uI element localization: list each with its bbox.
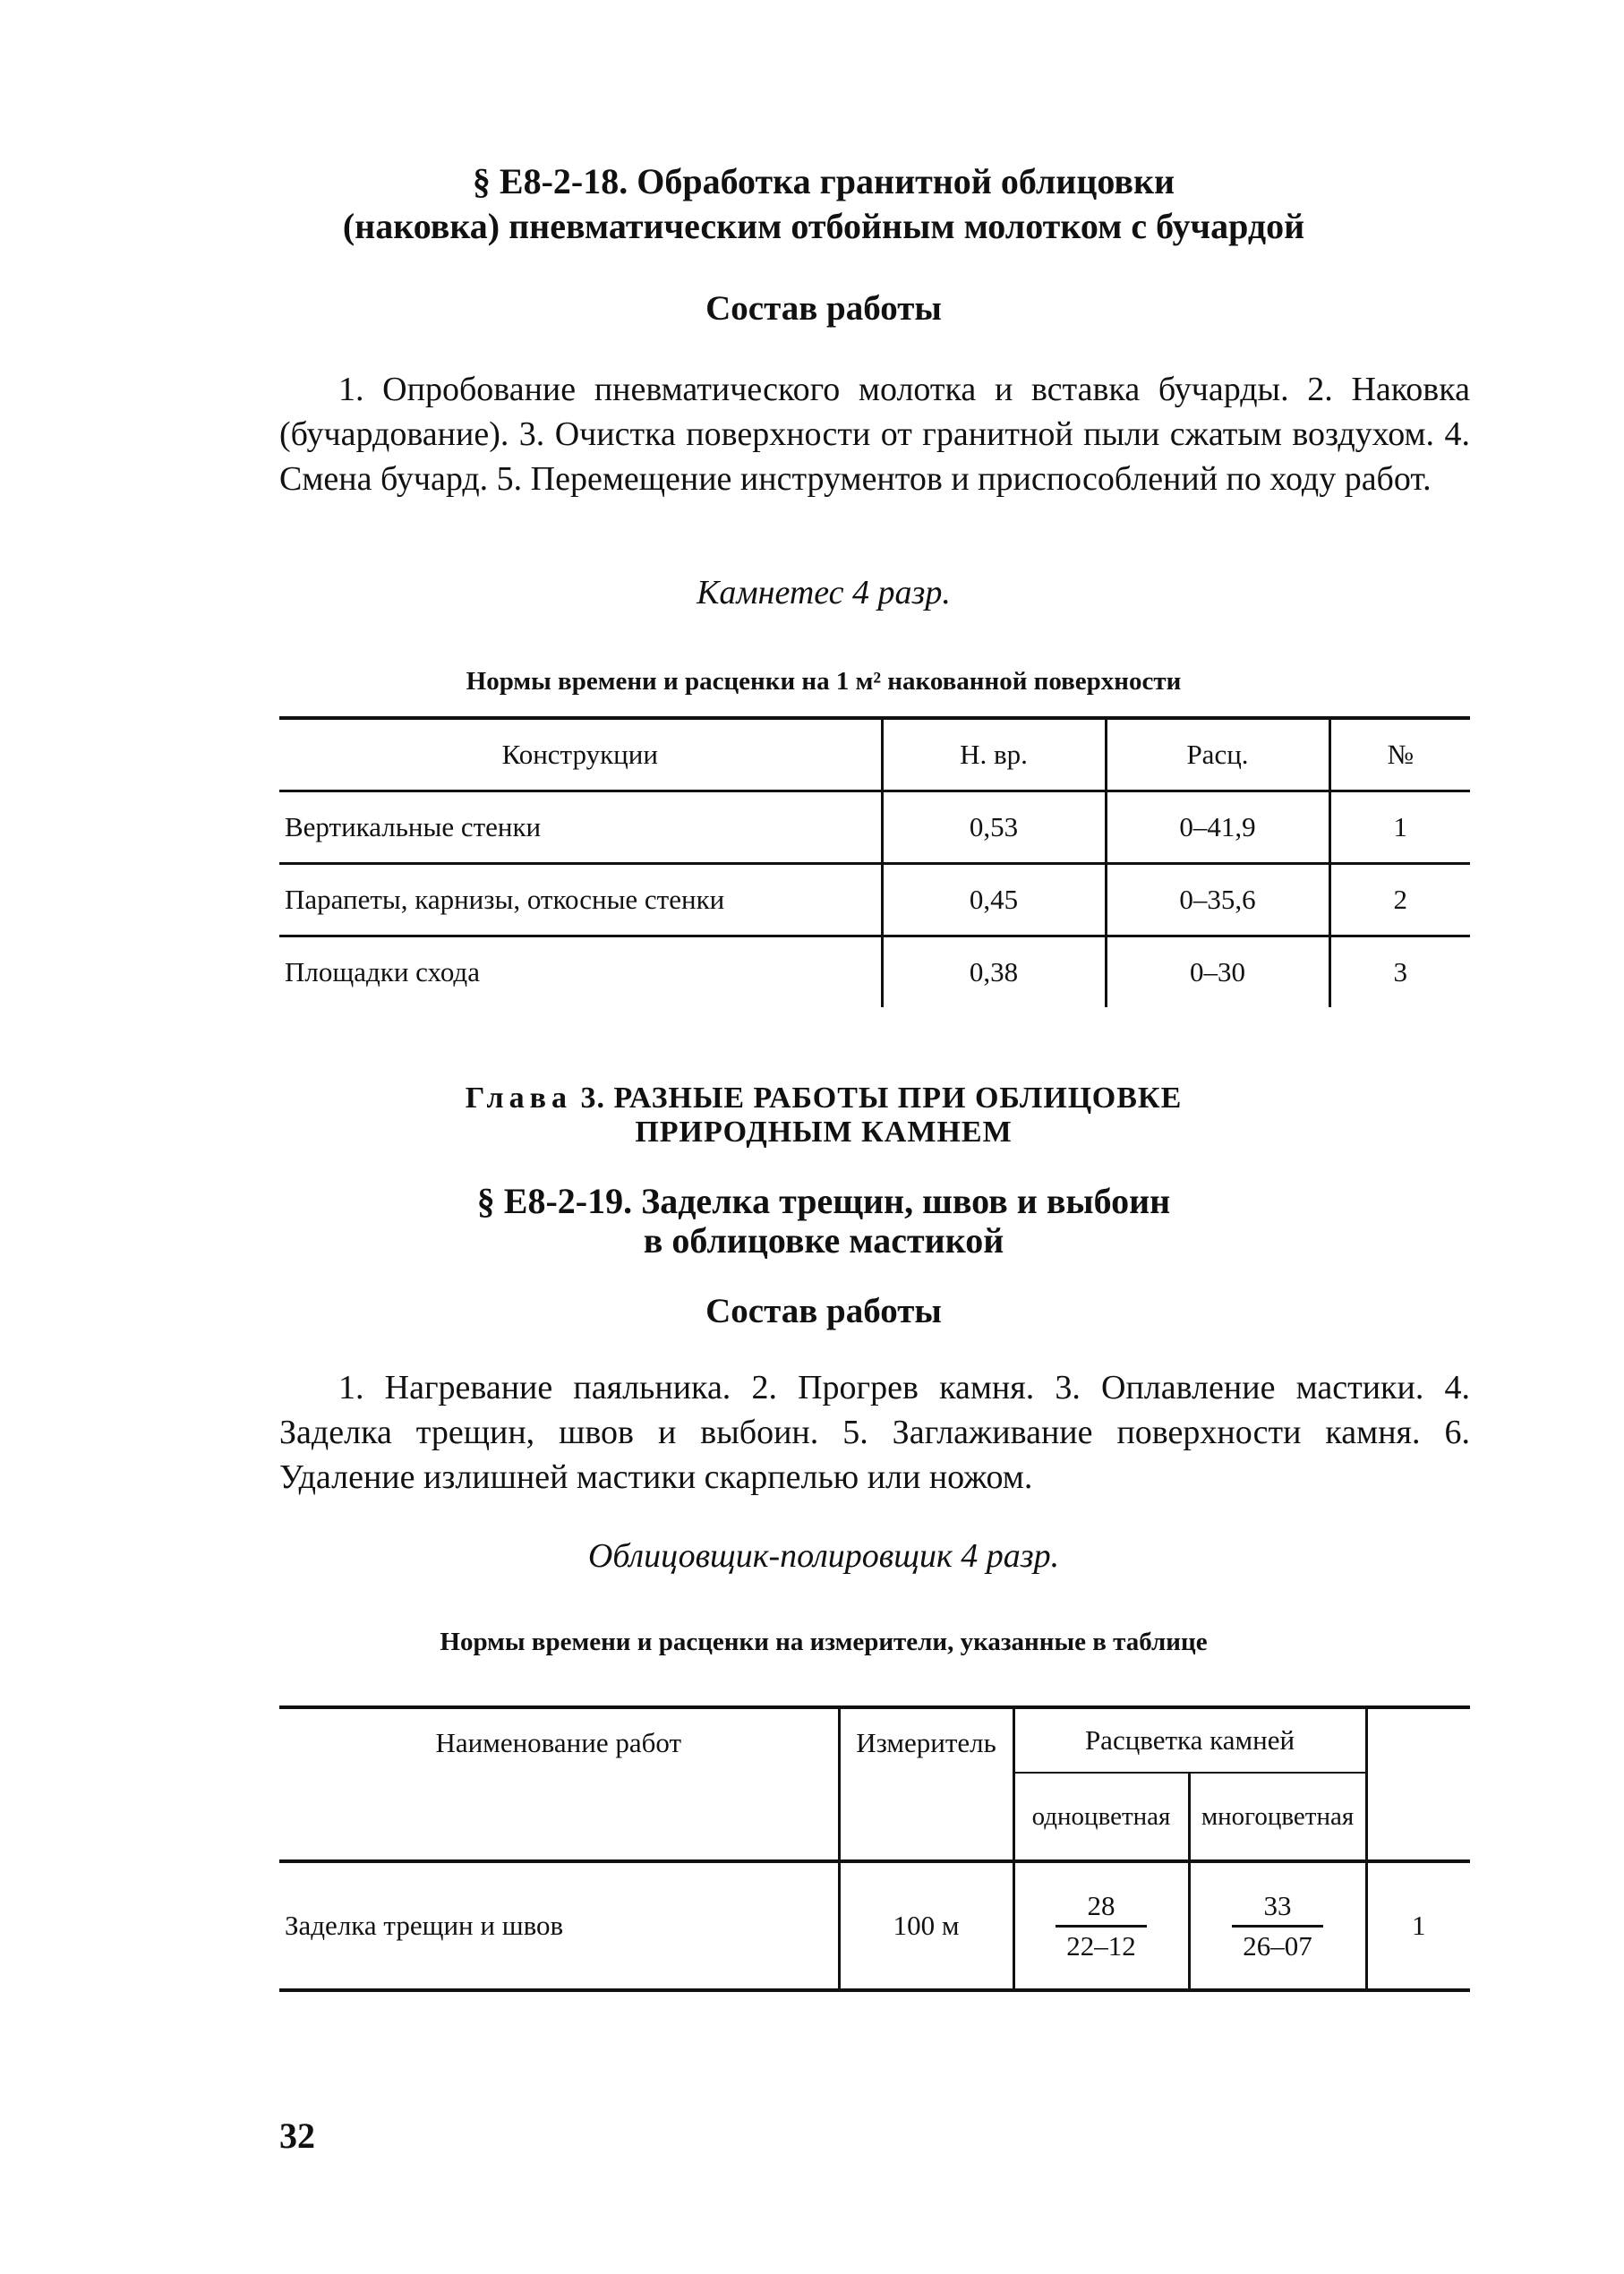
- chapter-label: Глава: [465, 1081, 572, 1115]
- rate-value: 26–07: [1243, 1929, 1312, 1962]
- fraction: [1232, 1887, 1323, 1965]
- chapter-heading: [269, 1081, 1379, 1150]
- composition-heading: Состав работы: [705, 289, 942, 328]
- cell-construction: Вертикальные стенки: [285, 811, 542, 842]
- header-number: №: [1329, 718, 1470, 791]
- cell-time-norm: 0,53: [882, 791, 1106, 864]
- worker-grade: Камнетес 4 разр.: [697, 574, 951, 611]
- header-stone-color: Расцветка камней: [1013, 1707, 1366, 1773]
- worker-grade: Облицовщик-полировщик 4 разр.: [587, 1537, 1060, 1575]
- table-caption: Нормы времени и расценки на измерители, указанные в таблице: [440, 1628, 1208, 1656]
- cell-rate: 0–30: [1106, 936, 1329, 1008]
- chapter-heading-line-2: ПРИРОДНЫМ КАМНЕМ: [635, 1116, 1013, 1149]
- chapter-title: 3. РАЗНЫЕ РАБОТЫ ПРИ ОБЛИЦОВКЕ: [580, 1081, 1183, 1115]
- cell-number: 3: [1329, 936, 1470, 1008]
- section-title-line-1: § Е8-2-18. Обработка гранитной облицовки: [472, 161, 1175, 201]
- header-single-color: одноцветная: [1013, 1773, 1189, 1861]
- table-header-row: [279, 718, 1470, 791]
- composition-heading: Состав работы: [705, 1292, 942, 1330]
- table-caption: Нормы времени и расценки на 1 м² накованной поверхности: [466, 667, 1182, 696]
- cell-number: 1: [1329, 791, 1470, 864]
- fraction: [1056, 1887, 1147, 1965]
- section-title-line-2: в облицовке мастикой: [643, 1220, 1004, 1261]
- cell-number: 1: [1366, 1861, 1470, 1990]
- norm-value: 33: [1232, 1887, 1323, 1928]
- norms-table: [279, 716, 1470, 1007]
- section-title-line-1: § Е8-2-19. Заделка трещин, швов и выбоин: [476, 1181, 1171, 1221]
- cell-construction: Площадки схода: [285, 956, 480, 987]
- table-row: [279, 791, 1470, 864]
- cell-work-name: Заделка трещин и швов: [285, 1910, 564, 1941]
- header-number-blank: [1366, 1707, 1470, 1861]
- table-header-row: [279, 1707, 1470, 1773]
- norm-value: 28: [1056, 1887, 1147, 1928]
- cell-multi-color: [1189, 1861, 1366, 1990]
- chapter-heading-line-1: [269, 1081, 1379, 1116]
- table-row: [279, 864, 1470, 936]
- composition-text: 1. Нагревание паяльника. 2. Прогрев камня. 3. Оплавление мастики. 4. Заделка трещин, швов и выбоин. 5. Заглаживание поверхности камня. 6. Удаление излишней мастики скарпелью или ножом.: [279, 1369, 1470, 1496]
- table-row: [279, 936, 1470, 1008]
- rate-value: 22–12: [1066, 1929, 1136, 1962]
- page-number: 32: [279, 2116, 315, 2156]
- cell-time-norm: 0,38: [882, 936, 1106, 1008]
- section-title: [269, 159, 1379, 249]
- cell-rate: 0–41,9: [1106, 791, 1329, 864]
- header-unit: Измеритель: [839, 1707, 1013, 1861]
- cell-unit: 100 м: [839, 1861, 1013, 1990]
- header-constructions: Конструкции: [501, 739, 658, 770]
- table-row: [279, 1861, 1470, 1990]
- norms-table: [279, 1706, 1470, 1992]
- cell-construction: Парапеты, карнизы, откосные стенки: [285, 884, 725, 915]
- cell-single-color: [1013, 1861, 1189, 1990]
- composition-text: 1. Опробование пневматического молотка и вставка бучарды. 2. Наковка (бучардование). 3. Очистка поверхности от гранитной пыли сжатым воздухом. 4. Смена бучард. 5. Перемещение инструментов и приспособлений по ходу работ.: [279, 371, 1470, 498]
- header-multi-color: многоцветная: [1189, 1773, 1366, 1861]
- header-time-norm: Н. вр.: [882, 718, 1106, 791]
- cell-rate: 0–35,6: [1106, 864, 1329, 936]
- section-title-line-2: (наковка) пневматическим отбойным молотком с бучардой: [342, 206, 1305, 246]
- cell-number: 2: [1329, 864, 1470, 936]
- section-title: [269, 1182, 1379, 1261]
- header-work-name: Наименование работ: [435, 1727, 682, 1758]
- header-rate: Расц.: [1106, 718, 1329, 791]
- cell-time-norm: 0,45: [882, 864, 1106, 936]
